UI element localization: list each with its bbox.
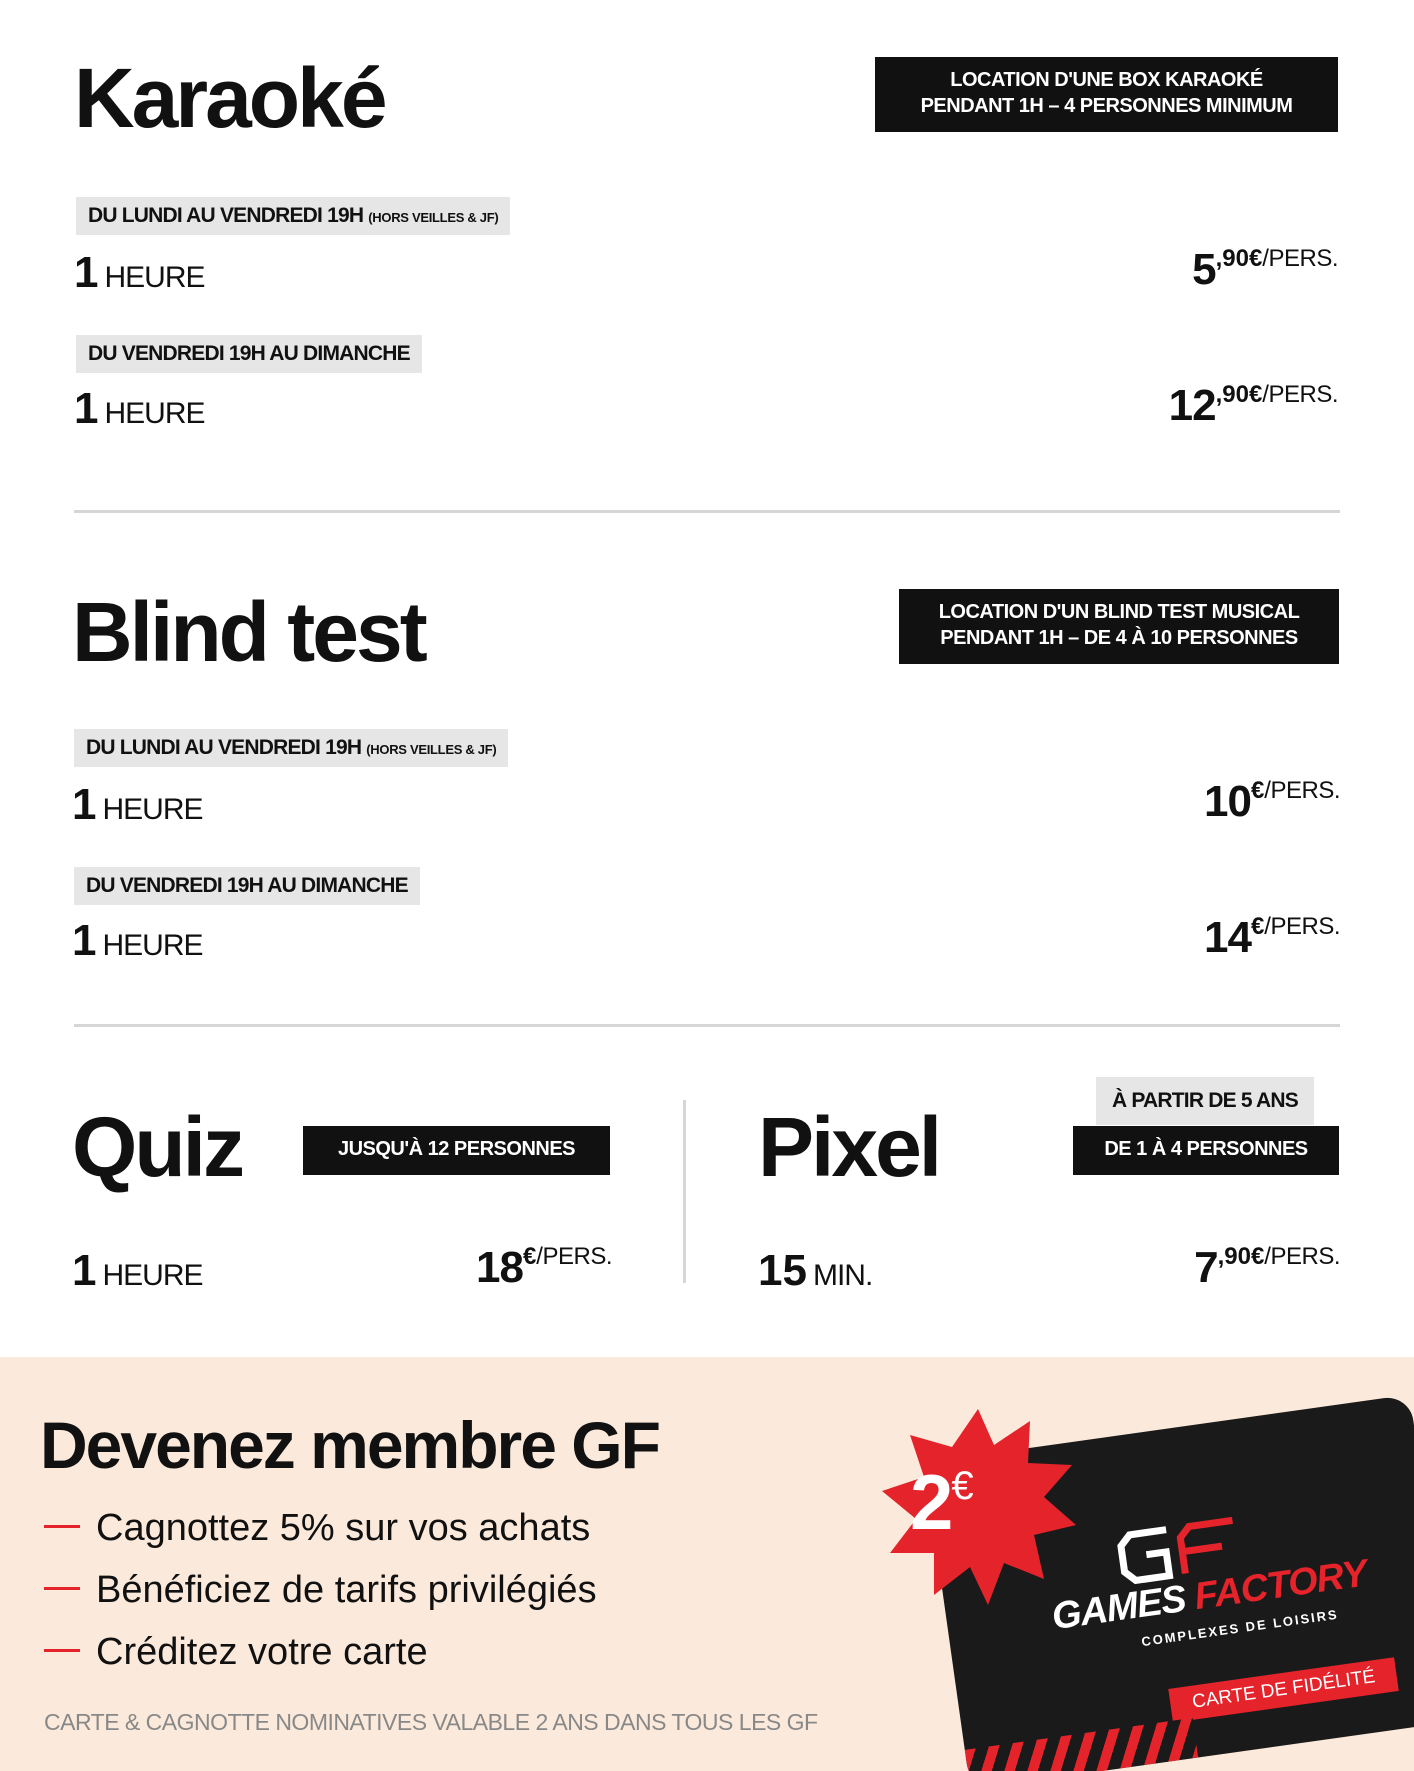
membership-promo: [0, 1357, 1414, 1771]
dash-icon: [44, 1525, 80, 1528]
benefit-text: Cagnottez 5% sur vos achats: [96, 1507, 591, 1549]
benefit-item: [44, 1631, 428, 1674]
duration-number: 1: [74, 248, 99, 297]
tag-note: (HORS VEILLES & JF): [366, 742, 497, 757]
karaoke-duration-weekend: [74, 384, 205, 434]
quiz-price: [476, 1243, 612, 1293]
price-value: 7: [1194, 1243, 1218, 1292]
karaoke-price-weekday: [1192, 245, 1338, 295]
blindtest-title: Blind test: [72, 585, 425, 679]
promo-title: Devenez membre GF: [40, 1408, 659, 1482]
duration-number: 15: [758, 1246, 807, 1295]
price-value: 12: [1168, 381, 1216, 430]
blindtest-tag-weekday: [74, 729, 508, 767]
tag-label: DU LUNDI AU VENDREDI 19H: [86, 736, 362, 759]
price-cents: €: [1250, 913, 1265, 940]
badge-value: [910, 1457, 972, 1548]
price-value: 18: [475, 1243, 523, 1292]
blindtest-tag-weekend: [74, 867, 420, 905]
pixel-price: [1194, 1243, 1340, 1293]
price-cents: ,90€: [1215, 381, 1263, 408]
price-per: /PERS.: [1262, 245, 1338, 272]
card-brand-games: GAMES: [1049, 1577, 1189, 1639]
card-ribbon: CARTE DE FIDÉLITÉ: [1168, 1657, 1399, 1722]
price-per: /PERS.: [1262, 381, 1338, 408]
karaoke-info-line2: PENDANT 1H – 4 PERSONNES MINIMUM: [920, 95, 1293, 117]
benefit-text: Bénéficiez de tarifs privilégiés: [96, 1569, 597, 1611]
benefit-text: Créditez votre carte: [96, 1631, 428, 1673]
pixel-duration: [758, 1246, 872, 1296]
quiz-duration: [72, 1246, 203, 1296]
quiz-title: Quiz: [72, 1100, 242, 1194]
blindtest-duration-weekday: [72, 780, 203, 830]
promo-footnote: CARTE & CAGNOTTE NOMINATIVES VALABLE 2 ANS DANS TOUS LES GF: [44, 1709, 818, 1735]
blindtest-info-box: [899, 589, 1339, 664]
tag-label: DU LUNDI AU VENDREDI 19H: [88, 204, 364, 227]
price-per: /PERS.: [1264, 913, 1340, 940]
benefit-item: [44, 1569, 597, 1612]
duration-number: 1: [72, 916, 97, 965]
duration-unit: HEURE: [102, 929, 203, 962]
karaoke-tag-weekday: [76, 197, 510, 235]
benefit-item: [44, 1507, 590, 1550]
section-divider: [74, 510, 1340, 513]
blindtest-price-weekend: [1204, 913, 1340, 963]
duration-unit: HEURE: [104, 261, 205, 294]
tag-label: DU VENDREDI 19H AU DIMANCHE: [86, 874, 408, 897]
blindtest-duration-weekend: [72, 916, 203, 966]
price-cents: €: [522, 1243, 537, 1270]
dash-icon: [44, 1587, 80, 1590]
karaoke-duration-weekday: [74, 248, 205, 298]
price-per: /PERS.: [536, 1243, 612, 1270]
dash-icon: [44, 1649, 80, 1652]
tag-label: DU VENDREDI 19H AU DIMANCHE: [88, 342, 410, 365]
quiz-info-box: JUSQU'À 12 PERSONNES: [303, 1126, 610, 1175]
karaoke-title: Karaoké: [74, 51, 385, 145]
card-subtitle: COMPLEXES DE LOISIRS: [1140, 1606, 1340, 1650]
section-divider: [74, 1024, 1340, 1027]
karaoke-tag-weekend: [76, 335, 422, 373]
badge-currency: €: [951, 1464, 972, 1508]
price-per: /PERS.: [1264, 1243, 1340, 1270]
card-stripes: [965, 1718, 1198, 1771]
karaoke-info-box: [875, 57, 1338, 132]
tag-note: (HORS VEILLES & JF): [368, 210, 499, 225]
duration-unit: HEURE: [102, 793, 203, 826]
duration-unit: MIN.: [812, 1259, 873, 1292]
price-value: 14: [1203, 913, 1251, 962]
karaoke-price-weekend: [1169, 381, 1338, 431]
badge-number: 2: [910, 1458, 952, 1546]
duration-number: 1: [72, 780, 97, 829]
starburst-badge-icon: [878, 1407, 1078, 1607]
price-cents: €: [1250, 777, 1265, 804]
vertical-divider: [683, 1100, 686, 1283]
duration-unit: HEURE: [102, 1259, 203, 1292]
pixel-title: Pixel: [758, 1100, 940, 1194]
pixel-info-box: DE 1 À 4 PERSONNES: [1073, 1126, 1339, 1175]
blindtest-info-line2: PENDANT 1H – DE 4 À 10 PERSONNES: [940, 627, 1298, 649]
blindtest-price-weekday: [1204, 777, 1340, 827]
price-value: 10: [1203, 777, 1251, 826]
price-cents: ,90€: [1217, 1243, 1265, 1270]
duration-unit: HEURE: [104, 397, 205, 430]
price-cents: ,90€: [1215, 245, 1263, 272]
blindtest-info-line1: LOCATION D'UN BLIND TEST MUSICAL: [938, 601, 1300, 623]
price-value: 5: [1192, 245, 1216, 294]
duration-number: 1: [74, 384, 99, 433]
pixel-age-tag: À PARTIR DE 5 ANS: [1096, 1077, 1314, 1125]
karaoke-info-line1: LOCATION D'UNE BOX KARAOKÉ: [950, 69, 1263, 91]
price-per: /PERS.: [1264, 777, 1340, 804]
card-brand-factory: FACTORY: [1191, 1552, 1370, 1619]
duration-number: 1: [72, 1246, 97, 1295]
